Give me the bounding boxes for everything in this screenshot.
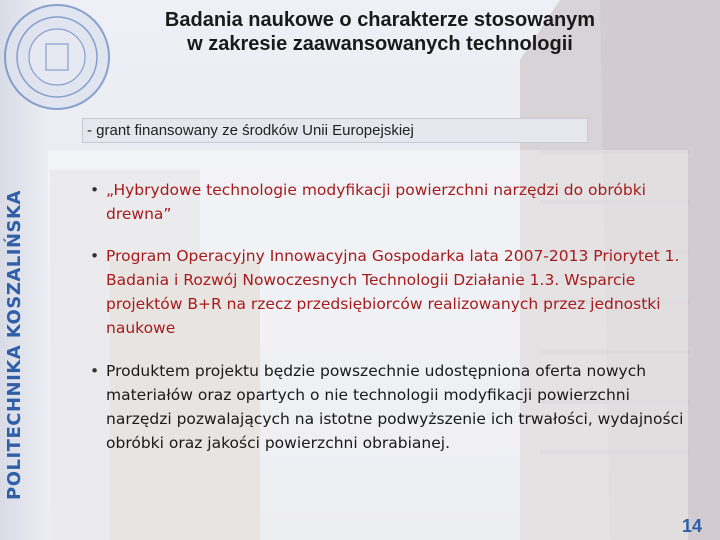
page-number: 14 — [682, 516, 703, 536]
bullet-text-project-title: „Hybrydowe technologie modyfikacji powierzchni narzędzi do obróbki drewna” — [106, 181, 646, 223]
university-vertical-label: POLITECHNIKA KOSZALIŃSKA — [4, 190, 25, 500]
bullet-text-outcome: Produktem projektu będzie powszechnie udostępniona oferta nowych materiałów oraz opartych o nie technologii modyfikacji powierzchni narzędzi pozwalających na istotne podwyższenie ich trwałości, wydajności obróbki oraz jakości powierzchni obrabianej. — [106, 362, 684, 452]
bullet-list — [82, 178, 692, 455]
slide-title — [80, 8, 680, 56]
bullet-dot: • — [90, 247, 100, 265]
bullet-item — [82, 178, 692, 226]
title-line-1: Badania naukowe o charakterze stosowanym — [164, 9, 596, 31]
bullet-item — [82, 244, 692, 340]
bullet-dot: • — [90, 362, 100, 380]
title-line-2: w zakresie zaawansowanych technologii — [187, 33, 573, 55]
grant-subtitle: - grant finansowany ze środków Unii Europejskiej — [82, 118, 588, 143]
bullet-dot: • — [90, 181, 100, 199]
bullet-item — [82, 359, 692, 455]
bullet-text-program: Program Operacyjny Innowacyjna Gospodarka lata 2007-2013 Priorytet 1. Badania i Rozwój Nowoczesnych Technologii Działanie 1.3. Wsparcie projektów B+R na rzecz przedsiębiorców realizowanych przez jednostki naukowe — [106, 247, 680, 337]
